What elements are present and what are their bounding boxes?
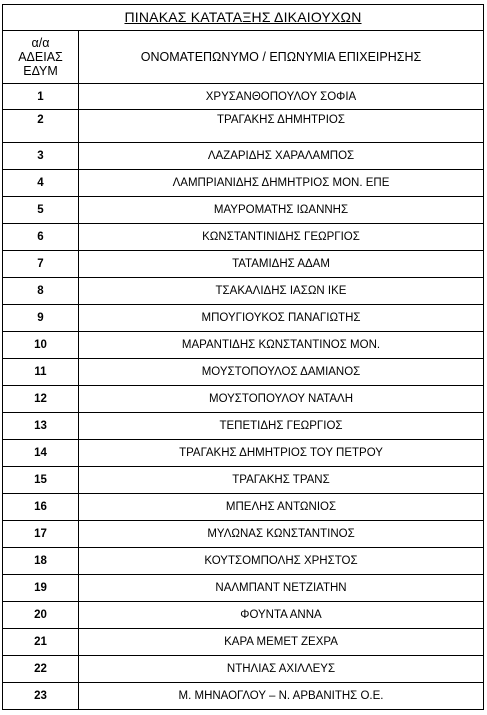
table-row xyxy=(3,494,484,521)
header-number-line-2: ΑΔΕΙΑΣ xyxy=(18,50,63,64)
row-number-cell: 2 xyxy=(3,110,79,143)
table-row xyxy=(3,521,484,548)
row-name-cell: ΜΠΟΥΓΙΟΥΚΟΣ ΠΑΝΑΓΙΩΤΗΣ xyxy=(79,305,484,332)
table-row xyxy=(3,197,484,224)
row-name-cell: ΜΑΡΑΝΤΙΔΗΣ ΚΩΝΣΤΑΝΤΙΝΟΣ ΜΟΝ. xyxy=(79,332,484,359)
row-number-cell: 3 xyxy=(3,143,79,170)
header-row xyxy=(3,31,484,84)
table-row xyxy=(3,602,484,629)
row-name-cell: ΚΑΡΑ ΜΕΜΕΤ ΖΕΧΡΑ xyxy=(79,629,484,656)
table-row xyxy=(3,110,484,143)
row-name-cell: ΤΣΑΚΑΛΙΔΗΣ ΙΑΣΩΝ ΙΚΕ xyxy=(79,278,484,305)
row-name-cell: ΜΟΥΣΤΟΠΟΥΛΟΥ ΝΑΤΑΛΗ xyxy=(79,386,484,413)
row-name-cell: ΚΩΝΣΤΑΝΤΙΝΙΔΗΣ ΓΕΩΡΓΙΟΣ xyxy=(79,224,484,251)
table-row xyxy=(3,440,484,467)
header-number-line-3: ΕΔΥΜ xyxy=(23,64,58,78)
table-row xyxy=(3,278,484,305)
table-row xyxy=(3,683,484,710)
table-row xyxy=(3,84,484,110)
row-number-cell: 23 xyxy=(3,683,79,710)
row-name-cell: ΜΥΛΩΝΑΣ ΚΩΝΣΤΑΝΤΙΝΟΣ xyxy=(79,521,484,548)
row-number-cell: 6 xyxy=(3,224,79,251)
row-name-cell: ΝΑΛΜΠΑΝΤ ΝΕΤΖΙΑΤΗΝ xyxy=(79,575,484,602)
row-name-cell: ΜΟΥΣΤΟΠΟΥΛΟΣ ΔΑΜΙΑΝΟΣ xyxy=(79,359,484,386)
row-name-cell: ΤΕΠΕΤΙΔΗΣ ΓΕΩΡΓΙΟΣ xyxy=(79,413,484,440)
row-number-cell: 12 xyxy=(3,386,79,413)
row-number-cell: 5 xyxy=(3,197,79,224)
table-row xyxy=(3,629,484,656)
row-number-cell: 16 xyxy=(3,494,79,521)
row-number-cell: 17 xyxy=(3,521,79,548)
row-name-cell: Μ. ΜΗΝΑΟΓΛΟΥ – Ν. ΑΡΒΑΝΙΤΗΣ Ο.Ε. xyxy=(79,683,484,710)
row-name-cell: ΛΑΜΠΡΙΑΝΙΔΗΣ ΔΗΜΗΤΡΙΟΣ ΜΟΝ. ΕΠΕ xyxy=(79,170,484,197)
table-title: ΠΙΝΑΚΑΣ ΚΑΤΑΤΑΞΗΣ ΔΙΚΑΙΟΥΧΩΝ xyxy=(124,8,362,25)
row-name-cell: ΤΡΑΓΑΚΗΣ ΔΗΜΗΤΡΙΟΣ xyxy=(79,110,484,143)
title-row xyxy=(3,5,484,31)
row-number-cell: 19 xyxy=(3,575,79,602)
row-number-cell: 18 xyxy=(3,548,79,575)
table-row xyxy=(3,332,484,359)
table-row xyxy=(3,359,484,386)
row-name-cell: ΧΡΥΣΑΝΘΟΠΟΥΛΟΥ ΣΟΦΙΑ xyxy=(79,84,484,110)
table-row xyxy=(3,575,484,602)
row-number-cell: 1 xyxy=(3,84,79,110)
title-cell xyxy=(3,5,484,31)
row-name-cell: ΜΠΕΛΗΣ ΑΝΤΩΝΙΟΣ xyxy=(79,494,484,521)
row-number-cell: 8 xyxy=(3,278,79,305)
row-number-cell: 15 xyxy=(3,467,79,494)
table-row xyxy=(3,467,484,494)
row-name-cell: ΤΡΑΓΑΚΗΣ ΔΗΜΗΤΡΙΟΣ ΤΟΥ ΠΕΤΡΟΥ xyxy=(79,440,484,467)
row-name-cell: ΦΟΥΝΤΑ ΑΝΝΑ xyxy=(79,602,484,629)
row-number-cell: 21 xyxy=(3,629,79,656)
row-number-cell: 7 xyxy=(3,251,79,278)
row-name-cell: ΛΑΖΑΡΙΔΗΣ ΧΑΡΑΛΑΜΠΟΣ xyxy=(79,143,484,170)
row-number-cell: 10 xyxy=(3,332,79,359)
header-number-line-1: α/α xyxy=(31,36,50,50)
table-row xyxy=(3,386,484,413)
table-row xyxy=(3,413,484,440)
table-row xyxy=(3,251,484,278)
row-name-cell: ΤΑΤΑΜΙΔΗΣ ΑΔΑΜ xyxy=(79,251,484,278)
row-name-cell: ΜΑΥΡΟΜΑΤΗΣ ΙΩΑΝΝΗΣ xyxy=(79,197,484,224)
row-number-cell: 22 xyxy=(3,656,79,683)
row-number-cell: 9 xyxy=(3,305,79,332)
beneficiaries-ranking-table xyxy=(2,4,484,710)
row-number-cell: 13 xyxy=(3,413,79,440)
row-number-cell: 20 xyxy=(3,602,79,629)
table-row xyxy=(3,170,484,197)
row-name-cell: ΚΟΥΤΣΟΜΠΟΛΗΣ ΧΡΗΣΤΟΣ xyxy=(79,548,484,575)
table-body xyxy=(3,84,484,710)
table-row xyxy=(3,656,484,683)
row-name-cell: ΤΡΑΓΑΚΗΣ ΤΡΑΝΣ xyxy=(79,467,484,494)
table-row xyxy=(3,143,484,170)
table-row xyxy=(3,305,484,332)
table-row xyxy=(3,224,484,251)
table-row xyxy=(3,548,484,575)
header-name-cell: ΟΝΟΜΑΤΕΠΩΝΥΜΟ / ΕΠΩΝΥΜΙΑ ΕΠΙΧΕΙΡΗΣΗΣ xyxy=(79,31,484,84)
row-name-cell: ΝΤΗΛΙΑΣ ΑΧΙΛΛΕΥΣ xyxy=(79,656,484,683)
row-number-cell: 11 xyxy=(3,359,79,386)
header-number-cell xyxy=(3,31,79,84)
row-number-cell: 4 xyxy=(3,170,79,197)
row-number-cell: 14 xyxy=(3,440,79,467)
